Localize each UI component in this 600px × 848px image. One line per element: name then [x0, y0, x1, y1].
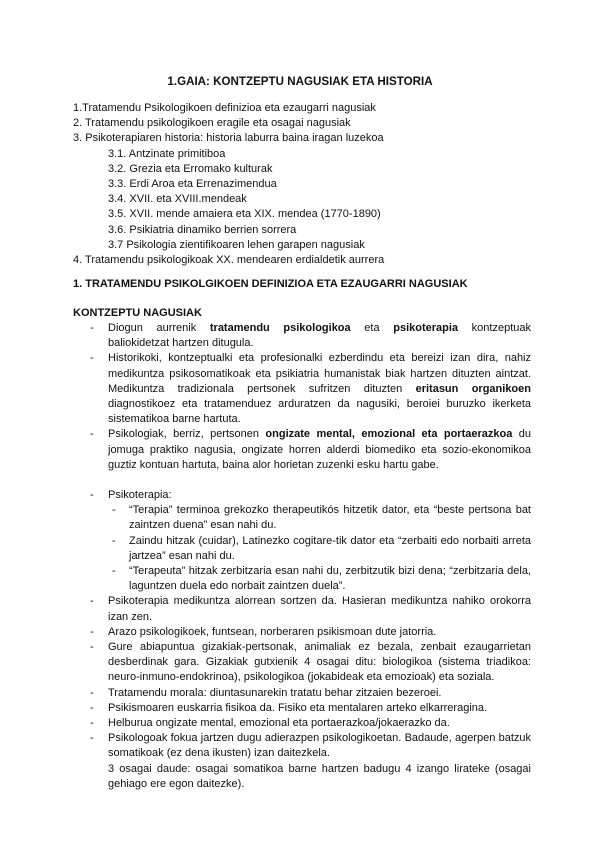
toc-subitem: 3.1. Antzinate primitiboa: [108, 147, 226, 160]
sub-list-item: - “Terapia” terminoa grekozko therapeutikós hitzetik dator, eta “beste pertsona bat zaintzen duena” esan nahi du.: [108, 503, 531, 533]
bold-term: tratamendu psikologikoa: [209, 322, 351, 334]
text-run: kontzeptuak baliokidetzat hartzen ditugula.: [108, 322, 532, 350]
toc-subitem: 3.2. Grezia eta Erromako kulturak: [108, 162, 273, 175]
list-item: - Psikoterapia medikuntza alorrean sortzen da. Hasieran medikuntza nahiko orokorra izan zen.: [87, 594, 531, 624]
list-item: - Helburua ongizate mental, emozional eta portaerazkoa/jokaerazko da.: [87, 716, 531, 731]
text-run: Psikologiak, berriz, pertsonen: [108, 428, 266, 441]
subsection-heading: KONTZEPTU NAGUSIAK: [73, 307, 202, 319]
text-run: Historikoki, kontzeptualki eta profesionalki ezberdindu eta bereizi izan dira, nahiz medikuntza psikosomatikoak eta psikiatria humanistak biak hartzen dituzten aintzat. Medikuntza tradizionala pertsonek sufritzen dituzten: [108, 352, 531, 395]
list-item: - Tratamendu morala: diuntasunarekin tratatu behar zitzaien bezeroei.: [87, 686, 531, 701]
page-title: 1.GAIA: KONTZEPTU NAGUSIAK ETA HISTORIA: [167, 75, 433, 88]
text-run: Diogun aurrenik: [108, 322, 210, 334]
bold-term: psikoterapia: [393, 322, 459, 334]
list-item: [87, 731, 531, 792]
list-item: [87, 351, 531, 427]
bold-term: ongizate mental, emozional eta portaerazkoa: [265, 428, 513, 441]
toc-item: 1.Tratamendu Psikologikoen definizioa eta ezaugarri nagusiak: [73, 102, 376, 114]
sub-list-item: - Zaindu hitzak (cuidar), Latinezko cogitare-tik dator eta “zerbaiti edo norbaiti arreta jartzea” esan nahi du.: [108, 534, 531, 564]
toc-item: 3. Psikoterapiaren historia: historia laburra baina iragan luzekoa: [73, 132, 384, 145]
sub-list-item: - “Terapeuta” hitzak zerbitzaria esan nahi du, zerbitzutik bizi dena; “zerbitzaria dela, laguntzen duela edo norbait zaintzen duela”.: [108, 564, 531, 594]
sub-list: [108, 503, 531, 594]
bold-term: eritasun organikoen: [415, 382, 531, 395]
toc-subitem: 3.3. Erdi Aroa eta Errenazimendua: [108, 178, 277, 191]
section-heading: 1. TRATAMENDU PSIKOLGIKOEN DEFINIZIOA ETA EZAUGARRI NAGUSIAK: [73, 278, 468, 290]
toc-item: 4. Tratamendu psikologikoak XX. mendearen erdialdetik aurrera: [73, 254, 385, 267]
list-item-label: - Psikoterapia:: [108, 489, 172, 502]
list-item: - Psikismoaren euskarria fisikoa da. Fisiko eta mentalaren arteko elkarreragina.: [87, 701, 531, 716]
spacer: [87, 473, 531, 488]
paragraph: 3 osagai daude: osagai somatikoa barne hartzen badugu 4 izango lirateke (osagai gehiago ere egon daitezke).: [108, 762, 531, 790]
list-item: [87, 321, 531, 351]
toc-subitem: 3.4. XVII. eta XVIII.mendeak: [108, 193, 247, 206]
list-item: - Arazo psikologikoek, funtsean, norberaren psikismoan dute jatorria.: [87, 625, 531, 640]
list-item: [87, 427, 531, 473]
toc-subitem: 3.6. Psikiatria dinamiko berrien sorrera: [108, 223, 297, 236]
toc-subitem: 3.5. XVII. mende amaiera eta XIX. mendea (1770-1890): [108, 208, 381, 221]
list-item: [87, 488, 531, 594]
paragraph: - Psikologoak fokua jartzen dugu adierazpen psikologikoetan. Badaude, agerpen batzuk somatikoak (ez dena ikusten) izan daitezkela.: [108, 732, 531, 760]
text-run: du jomuga praktiko nagusia, ongizate horren alderdi biomediko eta sozio-ekonomikoa guztiz kontuan hartuta, baina alor horietan zuzenki esku hartu gabe.: [108, 428, 531, 471]
list-item: - Gure abiapuntua gizakiak-pertsonak, animaliak ez bezala, zenbait ezaugarrietan desberdinak gara. Gizakiak gutxienik 4 osagai ditu: biologikoa (sistema triadikoa: neuro-inmuno-endokrinoa), psikologikoa (jokabideak eta emozioak) eta soziala.: [87, 640, 531, 686]
toc-item: 2. Tratamendu psikologikoen eragile eta osagai nagusiak: [73, 117, 351, 130]
text-run: eta: [350, 322, 394, 334]
table-of-contents: [73, 101, 543, 268]
text-run: diagnostikoez eta tratamenduez arduratzen da nagusiki, beroiei buruzko ikerketa sistematikoa barne hartuta.: [108, 398, 531, 426]
toc-subitem: 3.7 Psikologia zientifikoaren lehen garapen nagusiak: [108, 238, 365, 251]
bullet-list: [87, 321, 531, 792]
